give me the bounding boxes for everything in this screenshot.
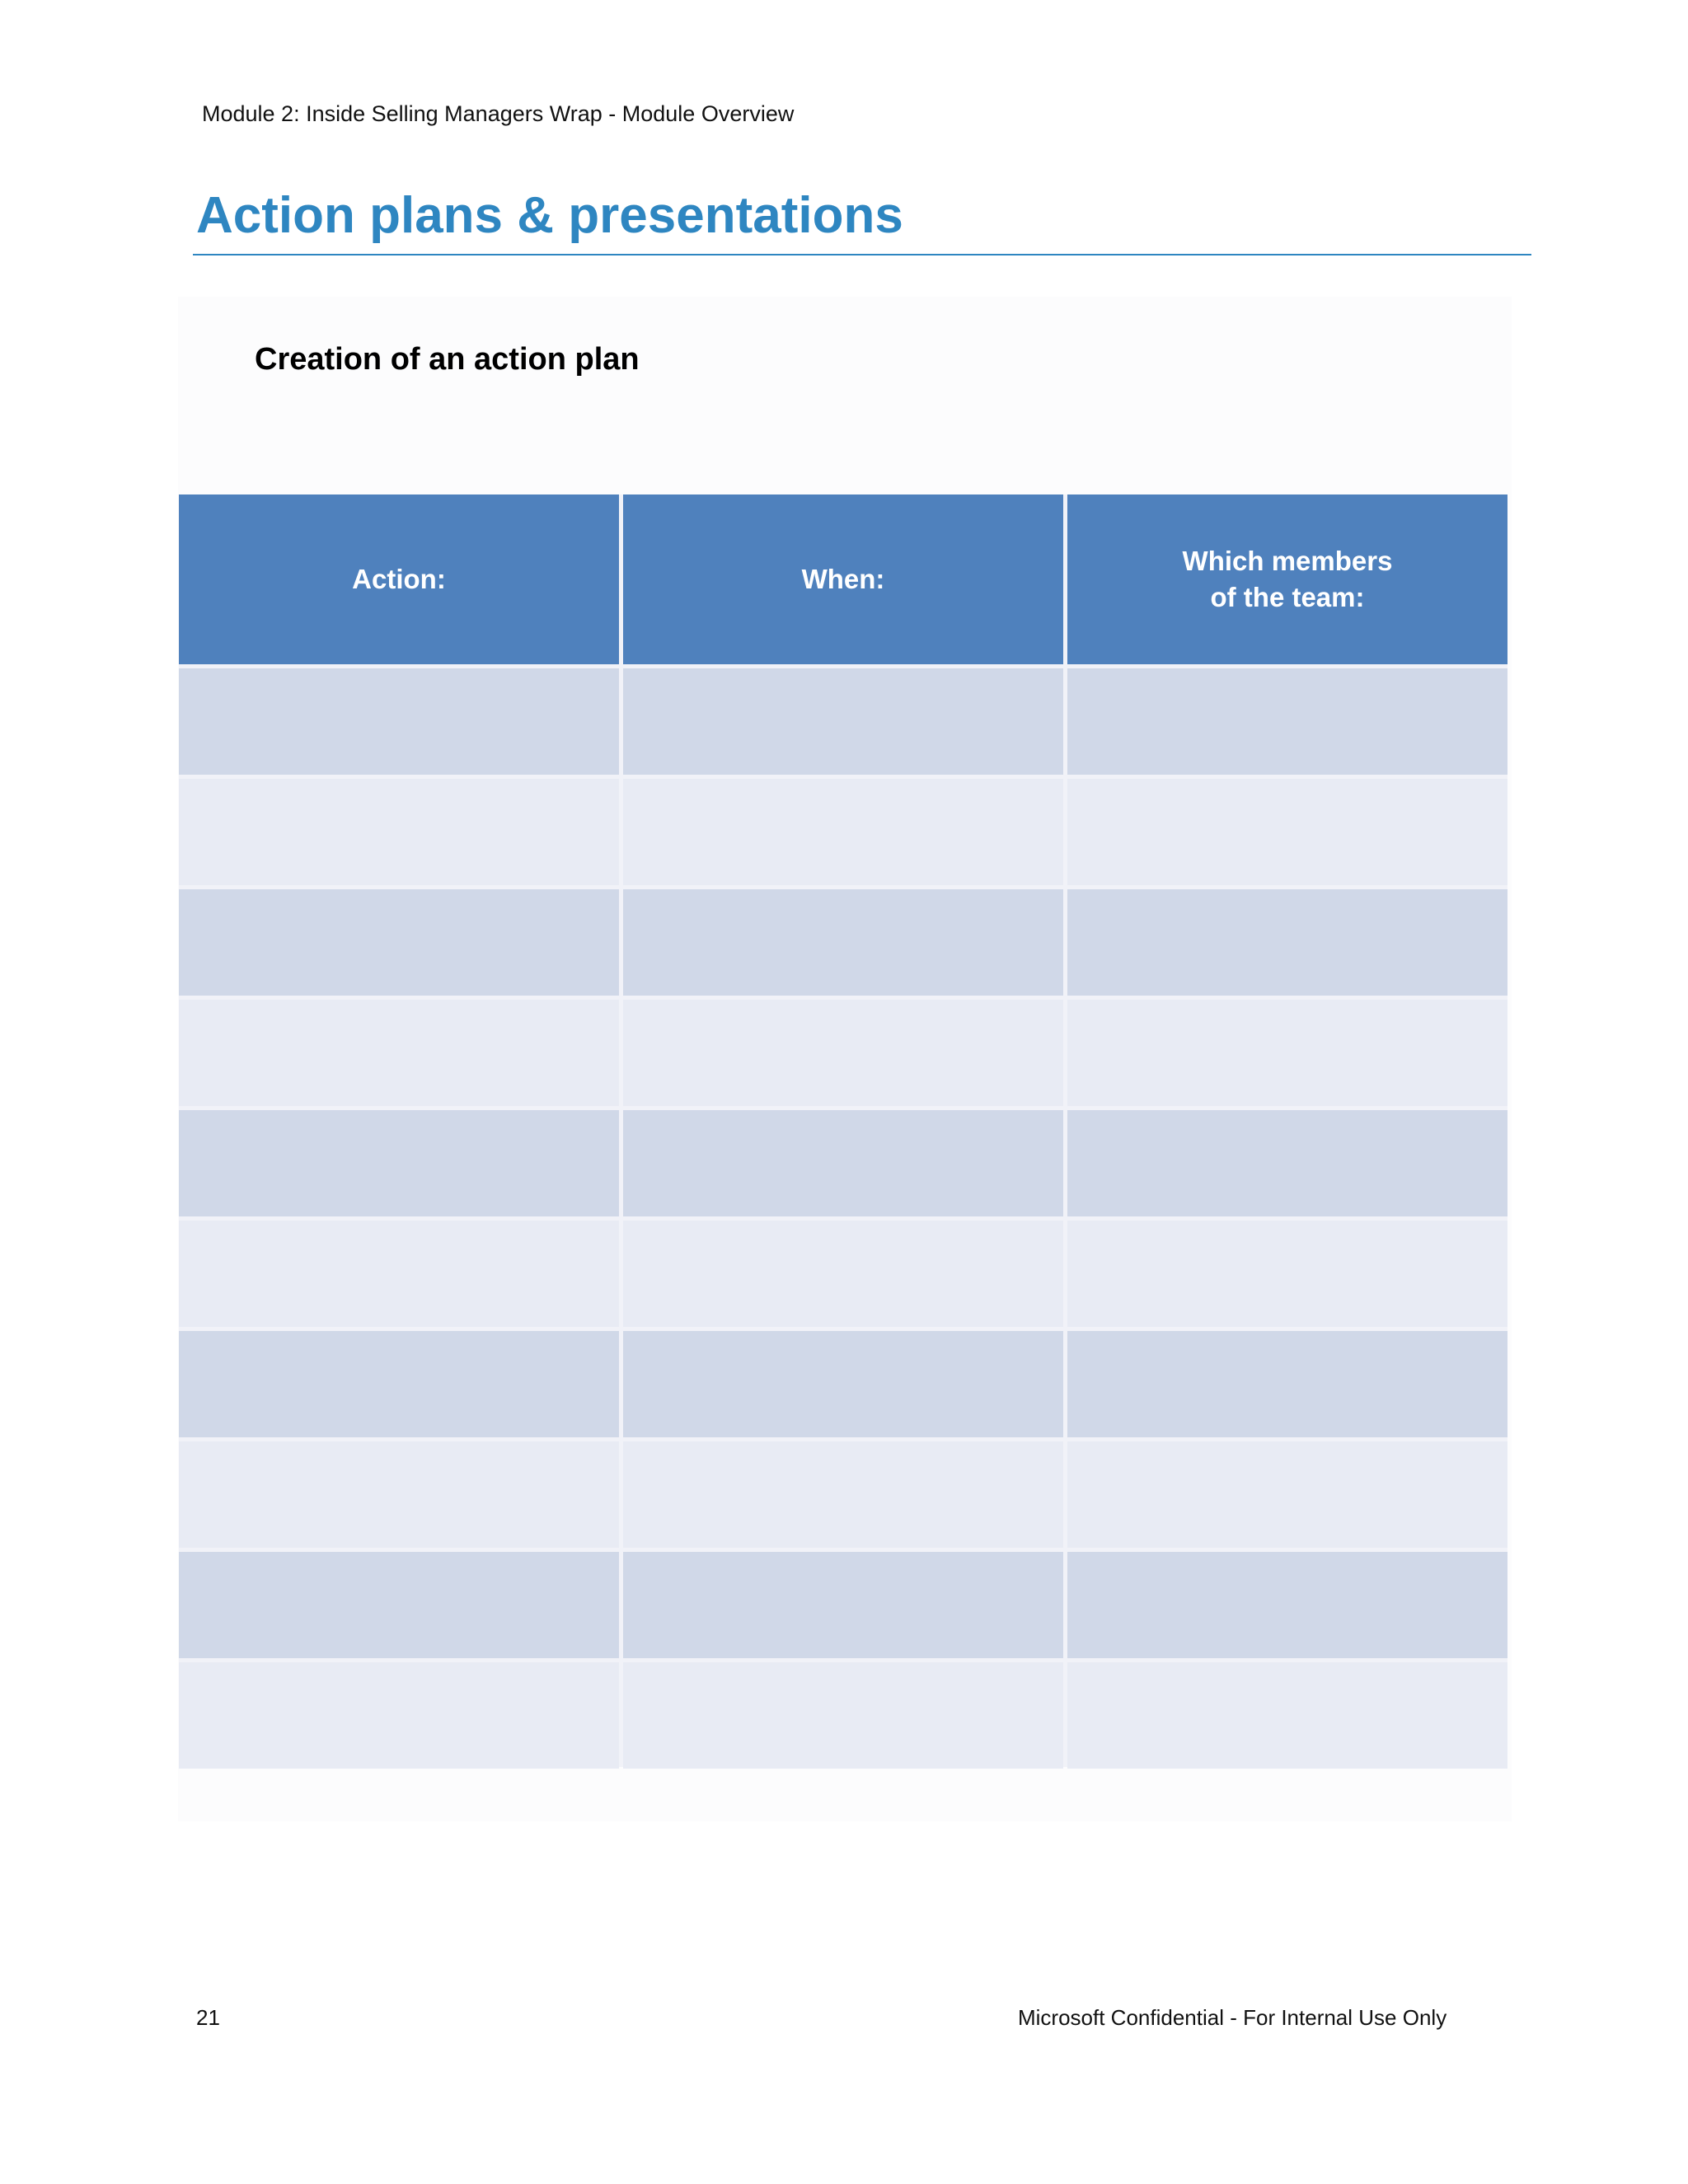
action-plan-table [179, 494, 1507, 1767]
table-cell-action[interactable] [179, 1110, 619, 1216]
table-cell-team-members[interactable] [1067, 1662, 1507, 1769]
title-divider [193, 254, 1531, 255]
table-cell-team-members[interactable] [1067, 1552, 1507, 1658]
table-cell-team-members[interactable] [1067, 1441, 1507, 1548]
column-header-action: Action: [179, 494, 619, 664]
table-cell-when[interactable] [623, 1441, 1063, 1548]
table-cell-team-members[interactable] [1067, 1000, 1507, 1106]
page-header: Module 2: Inside Selling Managers Wrap - Module Overview [202, 101, 795, 126]
table-cell-when[interactable] [623, 1000, 1063, 1106]
table-cell-when[interactable] [623, 779, 1063, 885]
table-cell-action[interactable] [179, 1331, 619, 1437]
page-number: 21 [196, 2005, 220, 2030]
page-title: Action plans & presentations [196, 187, 903, 244]
table-cell-action[interactable] [179, 1662, 619, 1769]
table-cell-when[interactable] [623, 1552, 1063, 1658]
confidentiality-note: Microsoft Confidential - For Internal Use Only [1018, 2005, 1447, 2030]
column-header-when: When: [623, 494, 1063, 664]
section-heading: Creation of an action plan [255, 342, 640, 377]
table-cell-when[interactable] [623, 1331, 1063, 1437]
table-cell-action[interactable] [179, 1000, 619, 1106]
table-cell-action[interactable] [179, 1221, 619, 1327]
table-cell-action[interactable] [179, 779, 619, 885]
table-cell-team-members[interactable] [1067, 889, 1507, 996]
table-cell-when[interactable] [623, 1221, 1063, 1327]
table-cell-when[interactable] [623, 1110, 1063, 1216]
table-cell-action[interactable] [179, 889, 619, 996]
table-cell-when[interactable] [623, 668, 1063, 775]
column-header-team-members: Which members of the team: [1067, 494, 1507, 664]
table-cell-action[interactable] [179, 668, 619, 775]
table-cell-team-members[interactable] [1067, 779, 1507, 885]
table-cell-action[interactable] [179, 1552, 619, 1658]
table-cell-team-members[interactable] [1067, 1110, 1507, 1216]
table-cell-when[interactable] [623, 889, 1063, 996]
table-cell-when[interactable] [623, 1662, 1063, 1769]
table-cell-team-members[interactable] [1067, 668, 1507, 775]
table-cell-team-members[interactable] [1067, 1331, 1507, 1437]
table-cell-team-members[interactable] [1067, 1221, 1507, 1327]
table-cell-action[interactable] [179, 1441, 619, 1548]
